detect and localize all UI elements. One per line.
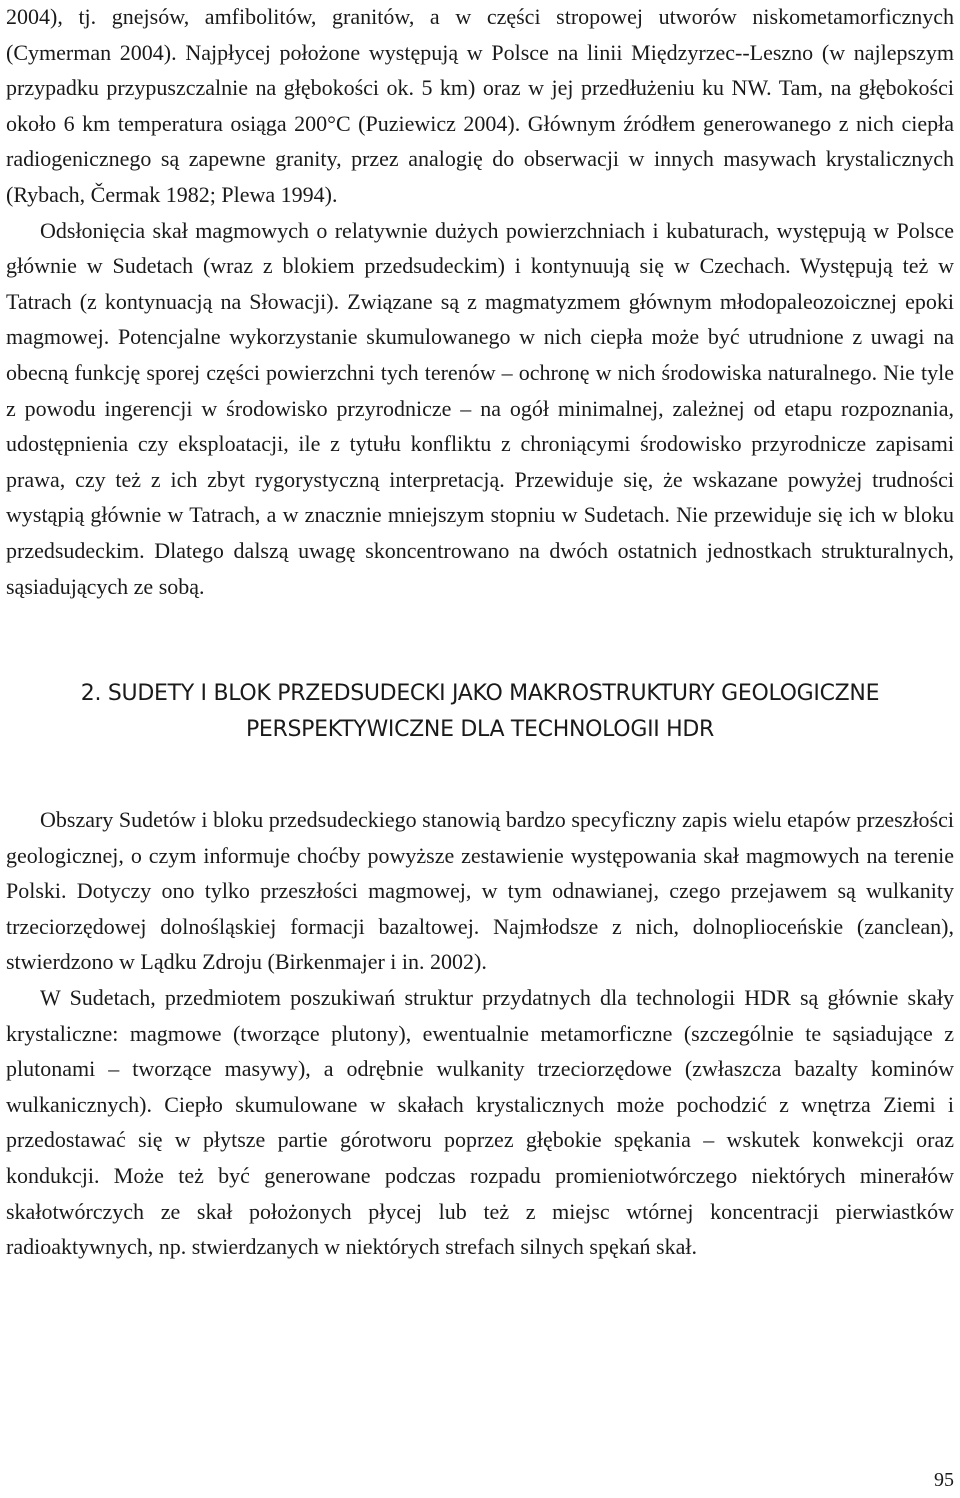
paragraph-hdr-targets: W Sudetach, przedmiotem poszukiwań struktur przydatnych dla technologii HDR są głównie skały krystaliczne: magmowe (tworzące plutony), ewentualnie metamorficzne (szczególnie te sąsiadujące z plutonami – tworzące masywy), a odrębnie wulkanity trzeciorzędowe (zwłaszcza bazalty kominów wulkanicznych). Ciepło skumulowane w skałach krystalicznych może pochodzić z wnętrza Ziemi i przedostawać się w płytsze partie górotworu poprzez głębokie spękania – wskutek konwekcji oraz kondukcji. Może też być generowane podczas rozpadu promieniotwórczego niektórych minerałów skałotwórczych ze skał położonych płycej lub też z miejsc wtórnej koncentracji pierwiastków radioaktywnych, np. stwierdzanych w niektórych strefach silnych spękań skał. <box>6 985 954 1260</box>
page-body <box>6 0 954 1265</box>
page-number: 95 <box>934 1469 954 1491</box>
paragraph-continuation: 2004), tj. gnejsów, amfibolitów, granitów, a w części stropowej utworów niskometamorficznych (Cymerman 2004). Najpłycej położone występują w Polsce na linii Międzyrzec--Leszno (w najlepszym przypadku przypuszczalnie na głębokości ok. 5 km) oraz w jej przedłużeniu ku NW. Tam, na głębokości około 6 km temperatura osiąga 200°C (Puziewicz 2004). Głównym źródłem generowanego z nich ciepła radiogenicznego są zapewne granity, przez analogię do obserwacji w innych masywach krystalicznych (Rybach, Čermak 1982; Plewa 1994). <box>6 4 954 207</box>
paragraph-magmatic-outcrops: Odsłonięcia skał magmowych o relatywnie dużych powierzchniach i kubaturach, występują w Polsce głównie w Sudetach (wraz z blokiem przedsudeckim) i kontynuują się w Czechach. Występują też w Tatrach (z kontynuacją na Słowacji). Związane są z magmatyzmem głównym młodopaleozoicznej epoki magmowej. Potencjalne wykorzystanie skumulowanego w nich ciepła może być utrudnione z uwagi na obecną funkcję sporej części powierzchni tych terenów – ochronę w nich środowiska naturalnego. Nie tyle z powodu ingerencji w środowisko przyrodnicze – na ogół minimalnej, zależnej od etapu rozpoznania, udostępnienia czy eksploatacji, ile z tytułu konfliktu z chroniącymi środowisko przyrodnicze zapisami prawa, czy też z ich zbyt rygorystyczną interpretacją. Przewiduje się, że wskazane powyżej trudności wystąpią głównie w Tatrach, a w znacznie mniejszym stopniu w Sudetach. Nie przewiduje się ich w bloku przedsudeckim. Dlatego dalszą uwagę skoncentrowano na dwóch ostatnich jednostkach strukturalnych, sąsiadujących ze sobą. <box>6 217 954 599</box>
section-heading <box>6 676 954 748</box>
paragraph-sudetes-overview: Obszary Sudetów i bloku przedsudeckiego stanowią bardzo specyficzny zapis wielu etapów przeszłości geologicznej, o czym informuje choćby powyższe zestawienie występowania skał magmowych na terenie Polski. Dotyczy ono tylko przeszłości magmowej, w tym odnawianej, czego przejawem są wulkanity trzeciorzędowej dolnośląskiej formacji bazaltowej. Najmłodsze z nich, dolnoplioceńskie (zanclean), stwierdzono w Lądku Zdroju (Birkenmajer i in. 2002). <box>6 807 954 975</box>
section-heading-line-2: PERSPEKTYWICZNE DLA TECHNOLOGII HDR <box>245 717 715 743</box>
section-heading-line-1: 2. SUDETY I BLOK PRZEDSUDECKI JAKO MAKROSTRUKTURY GEOLOGICZNE <box>80 681 880 707</box>
